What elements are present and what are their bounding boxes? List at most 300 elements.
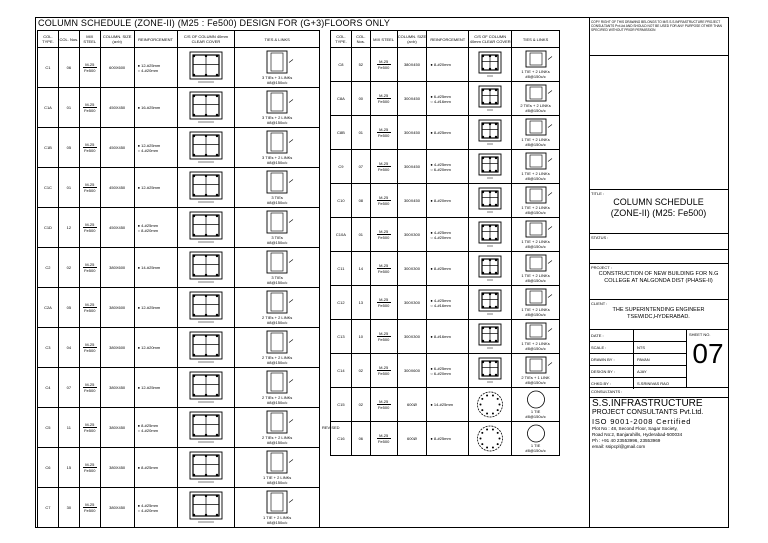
tie-label: 3 TIEs + 2 LINKs [262,115,293,120]
col-size: 600Ø [407,436,417,441]
cell-reinforcement [134,328,177,368]
col-nos: 00 [358,96,364,101]
reinforcement [427,130,468,135]
cell-type [331,286,352,320]
col-type: C1A [44,105,52,110]
cell-type [331,116,352,150]
cell-type [38,48,59,88]
project-label: PROJECT : [591,265,612,270]
col-nos: 13 [358,300,364,305]
tie-detail-drawing [518,50,554,69]
mix-steel: M-25 Fe500 [84,262,96,273]
client-label: CLIENT : [591,301,608,306]
cell-nos [58,208,79,248]
cell-type [331,252,352,286]
cell-section [469,422,512,456]
table-row [38,288,320,328]
tie-label: 3 TIEs [271,275,283,280]
cell-nos [351,184,370,218]
cell-nos [58,48,79,88]
tie-detail-drawing [255,210,299,235]
reinforcement [135,105,177,110]
phone: Ph : +91 40 23553996, 23553969 [592,438,661,443]
scale-value: NTS [637,345,645,350]
mix-steel: M-25 Fe500 [377,331,390,342]
reinf-main: ● 4-#25mm [430,297,451,303]
cell-reinforcement [134,408,177,448]
cell-size [100,368,134,408]
reinf-main: ● 8-#25mm [430,266,451,271]
ties-links [512,356,559,385]
cell-size [100,448,134,488]
tie-label: 2 TIEs + 2 LINKs [262,315,293,320]
reinf-secondary: ○ 4-#20mm [430,234,451,240]
cell-section [177,368,235,408]
firm-subname: PROJECT CONSULTANTS Pvt.Ltd. [592,409,704,416]
table-row [38,448,320,488]
tie-spacing: #8@150c/c [525,210,546,215]
column-section-drawing [184,330,228,365]
reinf-main: ● 12-#25mm [137,385,161,390]
ties-links [235,330,319,365]
tie-spacing: #8@150c/c [267,360,288,365]
cell-section [177,328,235,368]
tie-label: 1 TIE + 2 LINKs [263,515,292,520]
ties-links [512,288,559,317]
table-row [331,184,560,218]
drawing-subtitle: (ZONE-II) (M25: Fe500) [610,208,707,218]
tie-spacing: #8@150c/c [267,480,288,485]
cell-type [38,248,59,288]
cell-type [331,82,352,116]
tie-label: 1 TIE + 2 LINKs [263,475,292,480]
col-nos: 02 [66,265,72,270]
table-row [331,116,560,150]
mix-steel: M-25 Fe500 [377,127,390,138]
mix-steel: M-25 Fe500 [84,182,96,193]
reinforcement [135,223,177,233]
cell-reinforcement [134,168,177,208]
cell-size [397,320,427,354]
cell-size [100,408,134,448]
cell-ties [235,248,320,288]
col-nos: 30 [66,505,72,510]
reinforcement [427,198,468,203]
reinf-main: ● 4-#25mm [137,222,158,228]
cell-section [469,150,512,184]
col-size: 300X600 [403,368,420,373]
cell-nos [351,82,370,116]
scale-label: SCALE : [589,342,634,353]
table-row [331,82,560,116]
column-section-drawing [184,210,228,245]
mix-steel: M-25 Fe500 [84,502,96,513]
address-line2: Road No:2, Banjarahills, Hyderabad-500034 [592,432,683,437]
cell-size [100,288,134,328]
cell-section [469,184,512,218]
tie-spacing: #8@150c/c [267,200,288,205]
cell-size [100,168,134,208]
cell-type [331,48,352,82]
cell-ties [512,320,560,354]
mix-steel: M-25 Fe500 [377,263,390,274]
col-type: C2 [45,265,51,270]
tie-detail-drawing [518,84,554,103]
cell-ties [235,408,320,448]
reinf-main: ● 8-#25mm [137,465,158,470]
cell-nos [351,354,370,388]
cell-reinforcement [134,248,177,288]
tie-detail-drawing [518,390,554,409]
column-section-drawing [473,356,507,385]
cell-ties [235,208,320,248]
cell-mix [370,48,397,82]
reinf-main: ● 12-#25mm [137,185,161,190]
cell-nos [58,448,79,488]
reinforcement [427,334,468,339]
col-nos: 04 [66,345,72,350]
tie-detail-drawing [255,410,299,435]
reinf-main: ● 12-#25mm [137,142,161,148]
ties-links [512,152,559,181]
column-section-drawing [473,322,507,351]
col-size: 380X600 [109,305,126,310]
cell-mix [79,208,100,248]
cell-reinforcement [134,88,177,128]
column-section-drawing [184,450,228,485]
cell-mix [79,488,100,528]
tie-spacing: #8@150c/c [525,176,546,181]
cell-nos [351,252,370,286]
cell-mix [79,128,100,168]
reinforcement [135,143,177,153]
column-section-drawing [473,254,507,283]
reinf-main: ● 4-#25mm [430,229,451,235]
tie-detail-drawing [255,490,299,515]
cell-size [397,150,427,184]
tie-spacing: #8@150c/c [525,108,546,113]
table-row [331,388,560,422]
col-type: C1 [45,65,51,70]
cell-mix [79,408,100,448]
cell-nos [58,488,79,528]
cell-size [397,388,427,422]
reinforcement [427,162,468,172]
col-type: C15 [337,402,345,407]
tie-label: 3 TIEs [271,195,283,200]
column-section-drawing [184,290,228,325]
reinforcement [427,366,468,376]
header-2: MIX STEEL [370,31,397,48]
cell-size [397,218,427,252]
project-name: CONSTRUCTION OF NEW BUILDING FOR N.G COLLEGE AT NALGONDA DIST (PHASE-II) [598,271,719,284]
cell-mix [370,116,397,150]
tie-detail-drawing [255,290,299,315]
tie-spacing: #8@150c/c [525,346,546,351]
client-name: THE SUPERINTENDING ENGINEER TSEWIDC,HYDERABAD. [612,307,705,320]
col-nos: 06 [358,436,364,441]
cell-ties [512,150,560,184]
col-size: 380X450 [109,505,126,510]
cell-type [38,488,59,528]
mix-steel: M-25 Fe500 [84,222,96,233]
col-nos: 05 [66,305,72,310]
col-size: 300X300 [403,334,420,339]
tie-label: 2 TIEs + 2 LINKs [262,395,293,400]
reinf-secondary: ○ 4-#20mm [137,147,158,153]
cell-ties [235,328,320,368]
col-nos: 01 [358,130,364,135]
ties-links [235,130,319,165]
cell-section [469,354,512,388]
tie-detail-drawing [255,450,299,475]
mix-steel: M-25 Fe500 [84,102,96,113]
address-line1: Plot No : 48, Second Floor, Sagar Society, [592,426,678,431]
column-section-drawing [473,424,507,453]
drawn-value: PAVAN [637,357,650,362]
tie-spacing: #8@150c/c [525,278,546,283]
consultant-info [589,398,728,451]
ties-links [235,370,319,405]
cell-reinforcement [427,320,469,354]
table-row [38,128,320,168]
mix-steel: M-25 Fe500 [84,142,96,153]
cell-type [38,448,59,488]
tie-detail-drawing [255,90,299,115]
sheet-label: SHEET NO. [689,332,711,337]
col-size: 380X600 [109,265,126,270]
cell-type [331,184,352,218]
reinf-main: ● 12-#25mm [137,62,161,68]
cell-type [331,388,352,422]
tie-spacing: #8@150c/c [267,320,288,325]
cell-type [38,168,59,208]
table-row [38,248,320,288]
reinf-secondary: ○ 6-#20mm [430,370,451,376]
revised-note: REVISED [322,425,340,430]
drawing-title: COLUMN SCHEDULE [613,197,704,207]
col-size: 300X300 [403,300,420,305]
ties-links [512,390,559,419]
col-type: C4 [45,385,51,390]
col-nos: 01 [66,105,72,110]
col-size: 380X450 [109,465,126,470]
reinf-main: ● 8-#20mm [430,198,451,203]
tie-detail-drawing [518,152,554,171]
cell-type [331,150,352,184]
cell-size [397,48,427,82]
cell-size [397,82,427,116]
tie-label: 2 TIEs + 1 LINK [521,375,550,380]
cell-reinforcement [134,48,177,88]
col-type: C14 [337,368,345,373]
design-value: AJAY [637,369,647,374]
mix-steel: M-25 Fe500 [377,93,390,104]
cell-nos [351,48,370,82]
table-row [331,252,560,286]
tie-spacing: #8@150c/c [525,380,546,385]
tie-spacing: #8@150c/c [267,520,288,525]
col-nos: 11 [66,425,71,430]
col-nos: 06 [66,65,72,70]
col-type: C7 [45,505,51,510]
tie-spacing: #8@150c/c [525,448,546,453]
schedule-title: COLUMN SCHEDULE (ZONE-II) (M25 : Fe500) DESIGN FOR (G+3)FLOORS ONLY [38,18,391,28]
reinforcement [135,385,177,390]
reinforcement [135,465,177,470]
cell-section [177,288,235,328]
cell-size [100,488,134,528]
tie-label: 1 TIE + 2 LINKs [521,205,550,210]
cell-mix [370,388,397,422]
reinforcement [135,305,177,310]
header-5: C/S OF COLUMN 40mm CLEAR COVER [469,31,512,48]
cell-mix [79,288,100,328]
col-size: 300X450 [403,164,420,169]
cell-reinforcement [134,208,177,248]
cell-mix [370,218,397,252]
cell-nos [351,116,370,150]
table-row [331,48,560,82]
column-section-drawing [473,84,507,113]
header-0: COL. TYPE. [331,31,352,48]
mix-steel: M-25 Fe500 [377,399,390,410]
reinf-secondary: ○ 4-#16mm [430,302,451,308]
cell-reinforcement [134,368,177,408]
cell-section [469,320,512,354]
tie-detail-drawing [518,118,554,137]
cell-reinforcement [427,286,469,320]
reinf-main: ● 14-#25mm [430,402,454,407]
col-type: C13 [337,334,345,339]
mix-steel: M-25 Fe500 [377,161,390,172]
cell-reinforcement [134,448,177,488]
ties-links [235,290,319,325]
col-size: 380X450 [403,62,420,67]
table-row [331,422,560,456]
cell-section [469,48,512,82]
col-type: C1C [43,185,52,190]
tie-spacing: #8@150c/c [525,312,546,317]
cell-ties [512,354,560,388]
tie-label: 3 TIEs + 2 LINKs [262,155,293,160]
col-type: C5 [45,425,51,430]
cell-section [469,286,512,320]
cell-type [331,320,352,354]
tie-label: 1 TIE + 2 LINKs [521,341,550,346]
cell-nos [58,288,79,328]
title-label: TITLE : [591,191,605,196]
ties-links [512,50,559,79]
cell-section [469,218,512,252]
col-type: C8B [337,130,345,135]
table-row [38,408,320,448]
cell-ties [235,368,320,408]
table-row [331,150,560,184]
cell-type [38,368,59,408]
tie-spacing: #8@150c/c [525,74,546,79]
cell-section [177,248,235,288]
tie-detail-drawing [518,288,554,307]
cell-section [469,116,512,150]
column-section-drawing [184,410,228,445]
reinf-main: ● 8-#16mm [430,334,451,339]
header-0: COL. TYPE. [38,31,59,48]
header-3: COLUMN. SIZE (a×b) [100,31,134,48]
cell-section [177,168,235,208]
reinf-main: ● 8-#25mm [430,130,451,135]
cell-ties [512,286,560,320]
tie-label: 1 TIE + 2 LINKs [521,307,550,312]
table-row [331,218,560,252]
tie-spacing: #8@150c/c [267,280,288,285]
cell-section [469,252,512,286]
header-6: TIES & LINKS [512,31,560,48]
cell-section [469,82,512,116]
reinf-main: ● 14-#25mm [137,265,161,270]
column-section-drawing [473,152,507,181]
cell-reinforcement [427,184,469,218]
meta-grid [589,330,728,388]
reinforcement [427,62,468,67]
col-nos: 07 [66,385,72,390]
col-size: 450X450 [109,225,126,230]
col-nos: 02 [358,402,364,407]
col-nos: 07 [358,164,364,169]
cell-reinforcement [427,150,469,184]
column-section-drawing [473,390,507,419]
col-type: C8A [337,96,345,101]
ties-links [235,410,319,445]
cell-ties [512,184,560,218]
tie-detail-drawing [255,50,299,75]
cell-ties [512,218,560,252]
tie-detail-drawing [518,220,554,239]
cell-size [100,248,134,288]
cell-ties [235,288,320,328]
cell-size [397,252,427,286]
cell-reinforcement [427,218,469,252]
cell-ties [512,252,560,286]
col-size: 300X450 [403,198,420,203]
iso-cert: ISO 9001-2008 Certified [592,417,692,426]
header-1: COL. Nos. [351,31,370,48]
mix-steel: M-25 Fe500 [377,195,390,206]
column-schedule-left [37,30,320,528]
cell-mix [79,48,100,88]
cell-mix [79,328,100,368]
table-row [331,354,560,388]
column-section-drawing [473,50,507,79]
reinforcement [427,266,468,271]
blank-row [589,250,728,264]
cell-section [469,388,512,422]
cell-size [397,286,427,320]
cell-mix [79,88,100,128]
table-row [38,48,320,88]
tie-label: 3 TIEs + 3 LINKs [262,75,293,80]
cell-section [177,488,235,528]
reinf-main: ● 4-#25mm [137,502,158,508]
table-row [38,88,320,128]
reinforcement [427,402,468,407]
blank-revisions-area [589,56,728,190]
table-row [38,368,320,408]
cell-type [38,328,59,368]
cell-mix [370,184,397,218]
tie-label: 1 TIE + 2 LINKs [521,137,550,142]
cell-size [100,328,134,368]
